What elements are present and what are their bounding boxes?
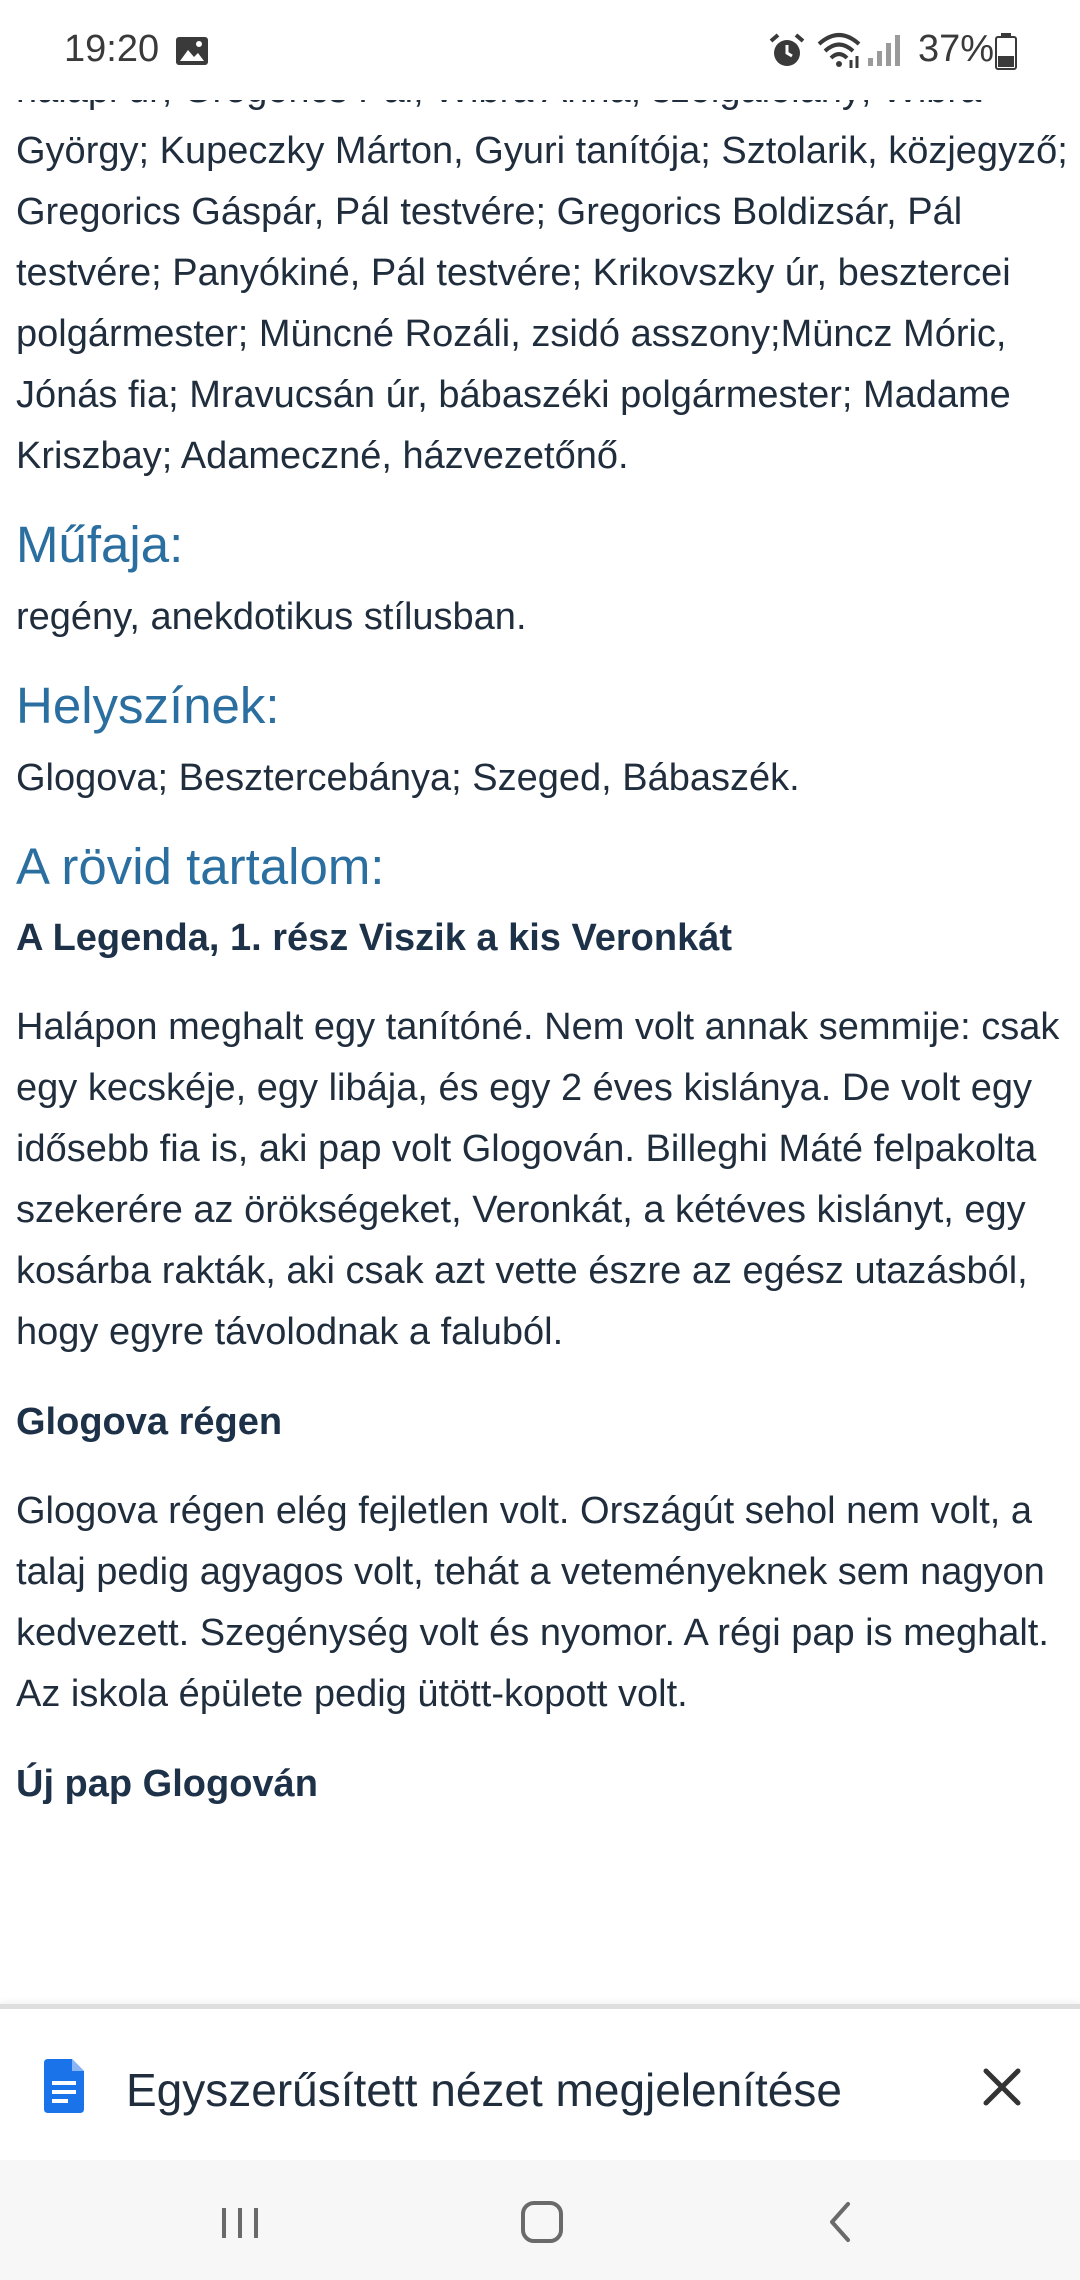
characters-paragraph: György; Kupeczky Márton, Gyuri tanítója; Sztolarik, közjegyző; Gregorics Gáspár, Pál testvére; Gregorics Boldizsár, Pál testvére; Panyókiné, Pál testvére; Krikovszky úr, besztercei polgármester; Müncné Rozáli, zsidó asszony;Müncz Móric, Jónás fia; Mravucsán úr, bábaszéki polgármester; Madame Kriszbay; Adameczné, házvezetőnő. <box>16 130 1068 477</box>
section3-title: Új pap Glogován <box>16 1763 318 1805</box>
status-bar <box>0 0 1080 100</box>
signal-icon <box>866 32 902 68</box>
summary-heading: A rövid tartalom: <box>16 838 385 895</box>
document-icon <box>44 2059 84 2113</box>
section1-text: Halápon meghalt egy tanítóné. Nem volt annak semmije: csak egy kecskéje, egy libája, és egy 2 éves kislánya. De volt egy idősebb fia is, aki pap volt Glogován. Billeghi Máté felpakolta szekerére az örökségeket, Veronkát, a kétéves kislányt, egy kosárba rakták, aki csak azt vette észre az egész utazásból, hogy egyre távolodnak a faluból. <box>16 1006 1060 1353</box>
simplified-view-banner[interactable] <box>0 2004 1080 2161</box>
banner-text[interactable]: Egyszerűsített nézet megjelenítése <box>126 2064 842 2116</box>
wifi-icon <box>815 30 863 70</box>
genre-heading: Műfaja: <box>16 516 184 573</box>
locations-text: Glogova; Besztercebánya; Szeged, Bábaszék. <box>16 757 800 799</box>
close-icon[interactable] <box>980 2065 1024 2109</box>
section2-text: Glogova régen elég fejletlen volt. Országút sehol nem volt, a talaj pedig agyagos volt, tehát a veteményeknek sem nagyon kedvezett. Szegénység volt és nyomor. A régi pap is meghalt. Az iskola épülete pedig ütött-kopott volt. <box>16 1490 1049 1715</box>
back-icon[interactable] <box>800 2190 880 2254</box>
battery-icon <box>995 32 1017 70</box>
battery-percent: 37% <box>918 28 995 70</box>
genre-text: regény, anekdotikus stílusban. <box>16 596 527 638</box>
section2-title: Glogova régen <box>16 1401 283 1443</box>
image-icon <box>175 36 209 66</box>
alarm-icon <box>768 32 806 70</box>
home-icon[interactable] <box>502 2190 582 2254</box>
status-time: 19:20 <box>64 28 160 70</box>
article-content <box>16 60 1072 1813</box>
section1-title: A Legenda, 1. rész Viszik a kis Veronkát <box>16 917 733 959</box>
locations-heading: Helyszínek: <box>16 677 280 734</box>
recents-icon[interactable] <box>200 2190 280 2254</box>
navigation-bar <box>0 2160 1080 2280</box>
